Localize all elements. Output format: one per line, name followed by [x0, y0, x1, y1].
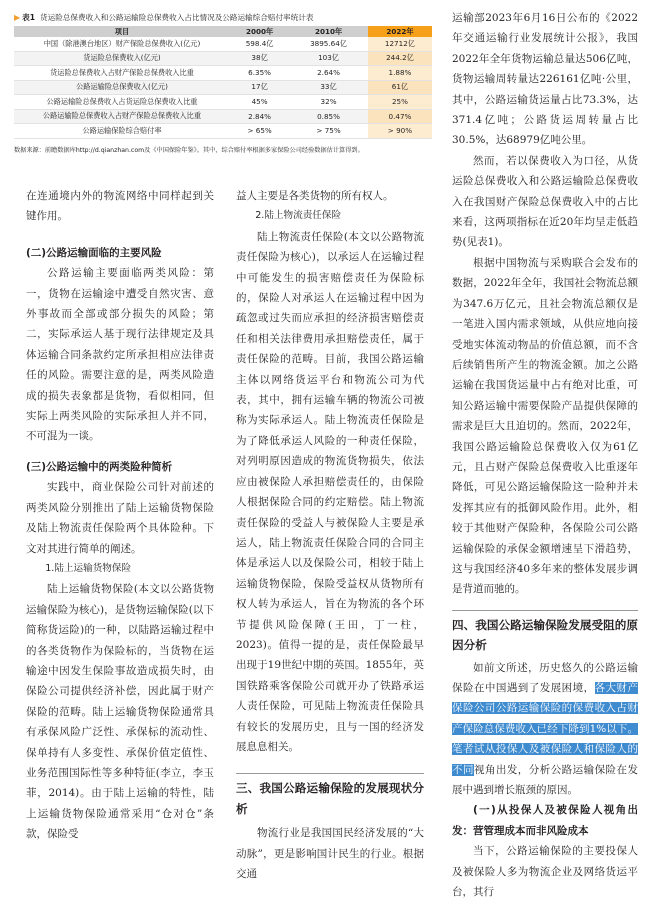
paragraph: 然而，若以保费收入为口径，从货运险总保费收入和公路运输险总保费收入在我国财产保险总保费收入中的占比来看，这两项指标在近20年均呈走低趋势(见表1)。 — [452, 154, 638, 249]
table-row — [14, 66, 432, 81]
table-cell: 3895.64亿 — [289, 37, 368, 51]
subsection-heading: 1.陆上运输货物保险 — [45, 562, 132, 574]
table-row — [14, 95, 432, 110]
paragraph: 在连通境内外的物流网络中同样起到关键作用。 — [26, 190, 214, 223]
paragraph: 根据中国物流与采购联合会发布的数据，2022年全年，我国社会物流总额为347.6万亿元，且社会物流总额仅是一笔进入国内需求领域，从供应地向接受地实体流动物品的价值总额，而不含后续销售所产生的物流金额。加之公路运输在我国货运量中占有绝对比重，可知公路运输中需要保险产品提供保障的需求是巨大且迫切的。然而，2022年，我国公路运输险总保费收入仅为61亿元，且占财产保险总保费收入比重逐年降低，可见公路运输保险这一险种并未发挥其应有的抵御风险作用。此外，相较于其他财产保险种，各保险公司公路运输保险的承保金额增速呈下滑趋势，这与我国经济40多年来的整体发展步调是背道而驰的。 — [452, 256, 638, 596]
table-cell: 6.35% — [230, 66, 289, 81]
section-title: 三、我国公路运输保险的发展现状分析 — [236, 781, 424, 816]
paragraph: 公路运输主要面临两类风险：第一，货物在运输途中遭受自然灾害、意外事故而全部或部分损失的风险；第二，实际承运人基于现行法律规定及具体运输合同条款约定所承担相应法律责任的风险。需要注意的是，两类风险造成的损失表象都是货物，看似相同，但实际上两类风险的实际承担人并不同，不可混为一谈。 — [26, 267, 214, 443]
section-divider — [236, 773, 424, 774]
table-cell: 17亿 — [230, 80, 289, 95]
text-column-2 — [236, 186, 424, 884]
table-header-cell-highlight: 2022年 — [368, 26, 432, 37]
table-header-cell: 2010年 — [289, 26, 368, 37]
table-cell: 货运险总保费收入占财产保险总保费收入比重 — [14, 66, 230, 81]
section-divider — [452, 610, 638, 611]
table-row — [14, 51, 432, 66]
table-header-cell: 2000年 — [230, 26, 289, 37]
table-cell: 61亿 — [368, 80, 432, 95]
table-cell: 45% — [230, 95, 289, 110]
paragraph: 益人主要是各类货物的所有权人。 — [236, 190, 394, 202]
table-caption-title: 货运险总保费收入和公路运输险总保费收入占比情况及公路运输综合赔付率统计表 — [40, 13, 314, 22]
paragraph: 运输部2023年6月16日公布的《2022年交通运输行业发展统计公报》，我国2022年全年货物运输总量达506亿吨，货物运输周转量达226161亿吨·公里，其中，公路运输货运量占比73.3%，达371.4亿吨；公路货运周转量占比30.5%，达68979亿吨公里。 — [452, 12, 638, 147]
table-cell: 货运险总保费收入(亿元) — [14, 51, 230, 66]
table-row — [14, 124, 432, 139]
table-cell: 2.84% — [230, 109, 289, 124]
statistics-table — [14, 26, 432, 139]
table-cell: 公路运输险总保费收入占货运险总保费收入比重 — [14, 95, 230, 110]
paragraph: 陆上运输货物保险(本文以公路货物运输保险为核心)，是货物运输保险(以下简称货运险)的一种，以陆路运输过程中的各类货物作为保险标的，当货物在运输途中因发生保险事故造成损失时，由保险公司提供经济补偿，因此属于财产保险的范畴。陆上运输货物保险通常具有承保风险广泛性、承保标的流动性、保单持有人多变性、承保价值定值性、业务范围国际性等多种特征(李立，李玉菲，2014)。由于陆上运输的特性，陆上运输货物保险通常采用“仓对仓”条款，保险受 — [26, 583, 214, 841]
highlighted-text: 各大财产保险公司公路运输保险的保费收入占财产保险总保费收入已经下降到1%以下。笔者试从投保人及被保险人和保险人的不同 — [452, 682, 638, 776]
paragraph: 实践中，商业保险公司针对前述的两类风险分别推出了陆上运输货物保险及陆上物流责任保险两个具体险种。下文对其进行简单的阐述。 — [26, 481, 214, 555]
table-cell: > 75% — [289, 124, 368, 139]
table-cell: 598.4亿 — [230, 37, 289, 51]
table-cell: 公路运输险总保费收入(亿元) — [14, 80, 230, 95]
text-column-3 — [452, 8, 638, 902]
table-cell: 38亿 — [230, 51, 289, 66]
statistics-table-block — [14, 10, 432, 154]
subsection-heading: 2.陆上物流责任保险 — [255, 210, 342, 222]
paragraph-text: 视角出发，分析公路运输保险在发展中遇到增长瓶颈的原因。 — [452, 763, 638, 797]
table-cell: 0.85% — [289, 109, 368, 124]
paragraph: 物流行业是我国国民经济发展的“大动脉”，更是影响国计民生的行业。根据交通 — [236, 827, 424, 880]
text-column-1 — [26, 186, 214, 845]
table-cell: 25% — [368, 95, 432, 110]
paragraph: 陆上物流责任保险(本文以公路物流责任保险为核心)，以承运人在运输过程中可能发生的损害赔偿责任为保险标的，保险人对承运人在运输过程中因为疏忽或过失而应承担的经济损害赔偿责任和相关法律费用承担赔偿责任，属于责任保险的范畴。目前，我国公路运输主体以网络货运平台和物流公司为代表，其中，拥有运输车辆的物流公司被称为实际承运人。陆上物流责任保险是为了降低承运人风险的一种责任保险，对列明原因造成的物流货物损失，依法应由被保险人承担赔偿责任的，由保险人根据保险合同的约定赔偿。陆上物流责任保险的受益人与被保险人主要是承运人，陆上物流责任保险合同的合同主体是承运人以及保险公司，相较于陆上运输货物保险，保险受益权从货物所有权人转为承运人，旨在为物流的各个环节提供风险保障(王田，丁一柱，2023)。值得一提的是，责任保险最早出现于19世纪中期的英国。1855年，英国铁路乘客保险公司就开办了铁路承运人责任保险，可见陆上物流责任保险具有较长的发展历史，且与一国的经济发展息息相关。 — [236, 230, 424, 753]
table-row — [14, 109, 432, 124]
table-header-row — [14, 26, 432, 37]
table-cell: 103亿 — [289, 51, 368, 66]
table-cell: 0.47% — [368, 109, 432, 124]
section-title: 四、我国公路运输保险发展受阻的原因分析 — [452, 617, 638, 653]
table-caption — [14, 10, 432, 26]
triangle-marker-icon: ▶ — [14, 13, 21, 22]
table-cell: > 65% — [230, 124, 289, 139]
table-source-note: 数据来源：前瞻数据库http://d.qianzhan.com及《中国保险年鉴》。其中，综合赔付率根据多家保险公司经验数据估计算得到。 — [14, 146, 364, 154]
paragraph — [452, 658, 638, 801]
table-row — [14, 80, 432, 95]
table-cell: 中国（除港澳台地区）财产保险总保费收入(亿元) — [14, 37, 230, 51]
table-cell: 244.2亿 — [368, 51, 432, 66]
table-caption-label: 表1 — [22, 13, 36, 22]
subsection-heading: (一)从投保人及被保险人视角出发：营管理成本而非风险成本 — [452, 804, 638, 837]
paragraph-text: 如前文所述，历史悠久的公路运输保险在中国遇到了发展困境， — [452, 661, 638, 694]
table-cell: 12712亿 — [368, 37, 432, 51]
table-cell: 公路运输保险综合赔付率 — [14, 124, 230, 139]
table-cell: 公路运输险总保费收入占财产保险总保费收入比重 — [14, 109, 230, 124]
table-cell: > 90% — [368, 124, 432, 139]
table-cell: 33亿 — [289, 80, 368, 95]
table-cell: 2.64% — [289, 66, 368, 81]
paragraph: 当下，公路运输保险的主要投保人及被保险人多为物流企业及网络货运平台，其行 — [452, 845, 638, 899]
table-header-cell: 项目 — [14, 26, 230, 37]
table-cell: 1.88% — [368, 66, 432, 81]
table-cell: 32% — [289, 95, 368, 110]
table-row — [14, 37, 432, 51]
section-heading: (二)公路运输面临的主要风险 — [26, 246, 162, 259]
section-heading: (三)公路运输中的两类险种简析 — [26, 460, 173, 473]
